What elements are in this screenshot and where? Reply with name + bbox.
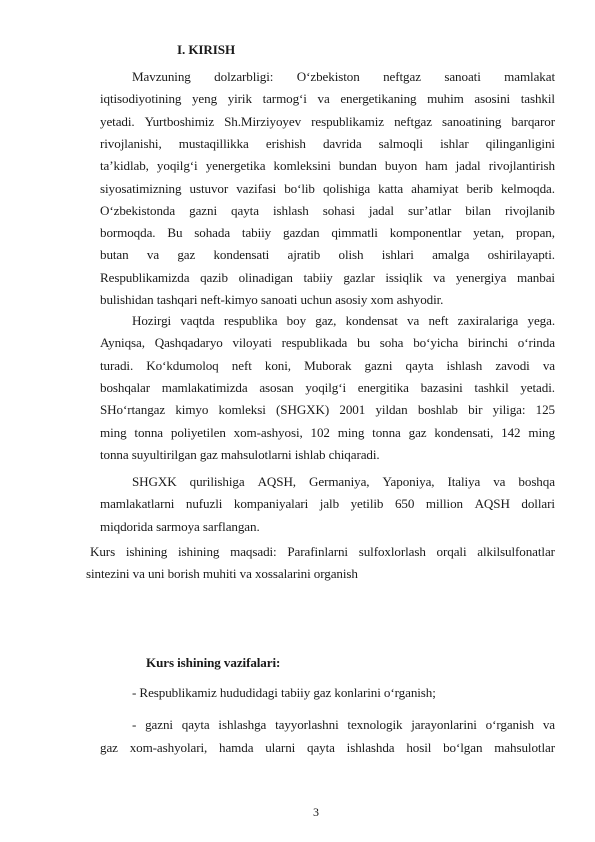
p2-line: Hozirgi vaqtda respublika boy gaz, kondensat va neft zaxiralariga yega. (132, 313, 555, 328)
p1-line: yetadi. Yurtboshimiz Sh.Mirziyoyev respublikamiz neftgaz sanoatining barqaror (100, 113, 555, 129)
tasks-line: - Respublikamiz hududidagi tabiiy gaz konlarini o‘rganish; (132, 685, 436, 700)
p3-line: SHGXK qurilishiga AQSH, Germaniya, Yaponiya, Italiya va boshqa (132, 474, 555, 489)
tasks-line: - gazni qayta ishlashga tayyorlashni texnologik jarayonlarini o‘rganish va (132, 717, 555, 732)
p2-line: tonna suyultirilgan gaz mahsulotlarni ishlab chiqaradi. (100, 446, 380, 462)
p1-line: iqtisodiyotining yeng yirik tarmog‘i va energetikaning muhim asosini tashkil (100, 91, 555, 107)
p2-line: boshqalar mamlakatimizda asosan yoqilg‘i energitika bazasini tashkil yetadi. (100, 379, 555, 395)
p1-line: butan va gaz kondensati ajratib olish ishlari amalga oshirilayapti. (100, 247, 555, 263)
page-number: 3 (313, 805, 319, 819)
p2-line: turadi. Ko‘kdumoloq neft koni, Muborak gazni qayta ishlash zavodi va (100, 357, 555, 373)
p1-line: bulishidan tashqari neft-kimyo sanoati uchun asosiy xom ashyodir. (100, 292, 444, 307)
p4-line: sintezini va uni borish muhiti va xossalarini organish (86, 566, 358, 581)
tasks-line: gaz xom-ashyolari, hamda ularni qayta ishlashda hosil bo‘lgan mahsulotlar (100, 740, 555, 755)
p1-line: bormoqda. Bu sohada tabiiy gazdan qimmatli komponentlar yetan, propan, (100, 225, 555, 241)
p1-line: Respublikamizda qazib olinadigan tabiiy gazlar issiqlik va yenergiya manbai (100, 269, 555, 285)
p1-line: O‘zbekistonda gazni qayta ishlash sohasi jadal sur’atlar bilan rivojlanib (100, 202, 555, 218)
p1-line: ta’kidlab, yoqilg‘i yenergetika komleksini bundan buyon ham jadal rivojlantirish (100, 158, 555, 174)
p1-line: siyosatimizning ustuvor vazifasi bo‘lib qolishiga katta ahamiyat berib kelmoqda. (100, 180, 555, 196)
tasks-heading: Kurs ishining vazifalari: (146, 655, 281, 670)
p2-line: SHo‘rtangaz kimyo komleksi (SHGXK) 2001 yildan boshlab bir yiliga: 125 (100, 402, 555, 418)
p4-line: Kurs ishining ishining maqsadi: Parafinlarni sulfoxlorlash orqali alkilsulfonatlar (90, 544, 555, 559)
p2-line: Ayniqsa, Qashqadaryo viloyati respublikada bu soha bo‘yicha birinchi o‘rinda (100, 335, 555, 351)
p1-line: rivojlanishi, mustaqillikka erishish davrida salmoqli ishlar qilinganligini (100, 135, 555, 151)
p1-line: Mavzuning dolzarbligi: O‘zbekiston neftgaz sanoati mamlakat (132, 69, 555, 84)
section-title: I. KIRISH (177, 42, 236, 57)
p3-line: miqdorida sarmoya sarflangan. (100, 518, 260, 534)
p2-line: ming tonna poliyetilen xom-ashyosi, 102 ming tonna gaz kondensati, 142 ming (100, 424, 555, 440)
p3-line: mamlakatlarni nufuzli kompaniyalari jalb yetilib 650 million AQSH dollari (100, 496, 555, 512)
